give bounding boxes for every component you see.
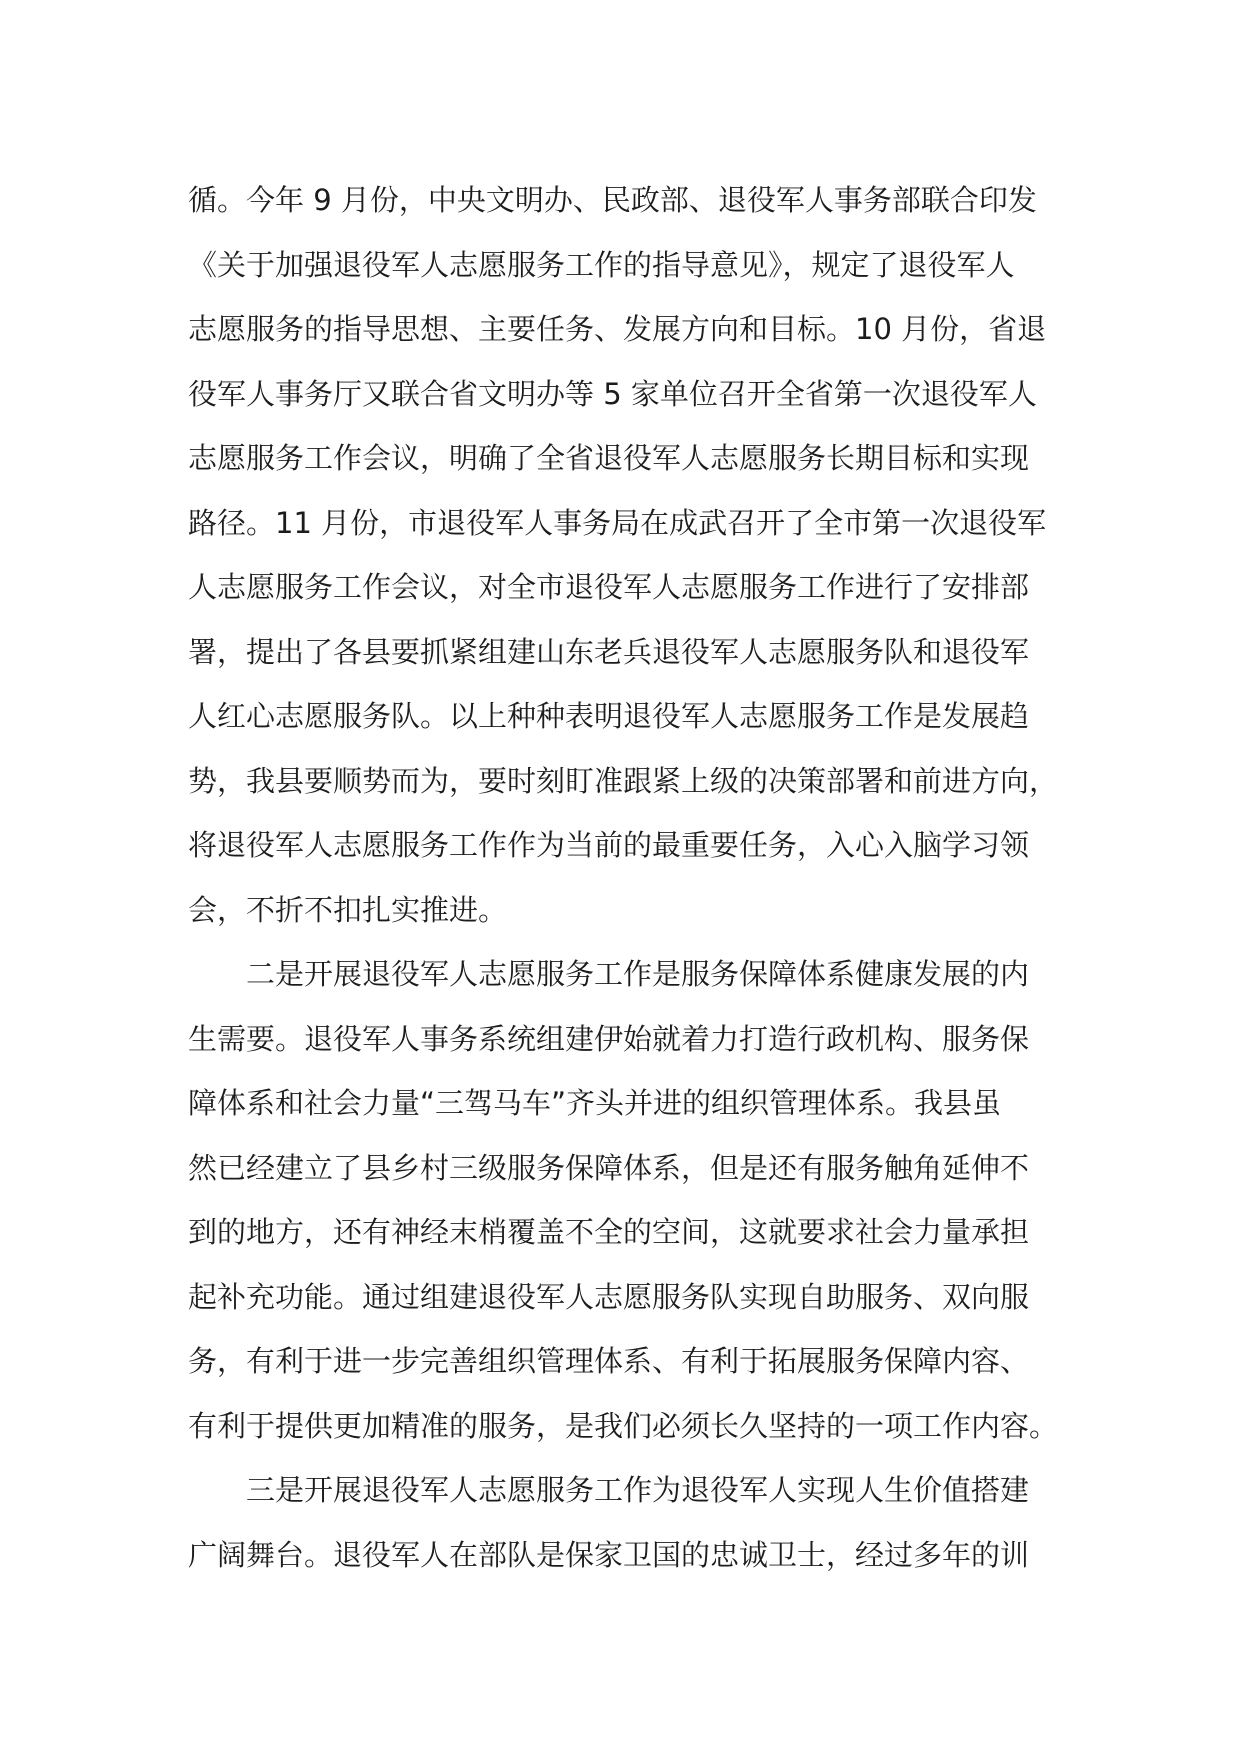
text-line: 生需要。退役军人事务系统组建伊始就着力打造行政机构、服务保 [188,1021,1030,1056]
text-line: 然已经建立了县乡村三级服务保障体系，但是还有服务触角延伸不 [188,1150,1030,1185]
text-line: 署，提出了各县要抓紧组建山东老兵退役军人志愿服务队和退役军 [188,634,1030,669]
text-line: 到的地方，还有神经末梢覆盖不全的空间，这就要求社会力量承担 [188,1215,1030,1249]
text-line: 将退役军人志愿服务工作作为当前的最重要任务，入心入脑学习领 [188,828,1030,862]
text-line: 人红心志愿服务队。以上种种表明退役军人志愿服务工作是发展趋 [188,699,1030,733]
text-line: 路径。11 月份，市退役军人事务局在成武召开了全市第一次退役军 [188,505,1047,540]
text-line: 障体系和社会力量“三驾马车”齐头并进的组织管理体系。我县虽 [188,1086,1002,1120]
text-line: 人志愿服务工作会议，对全市退役军人志愿服务工作进行了安排部 [188,570,1030,604]
paragraph-2 [188,942,1068,1458]
paragraph-1 [188,168,1068,942]
text-line: 《关于加强退役军人志愿服务工作的指导意见》，规定了退役军人 [188,247,1015,282]
text-line: 起补充功能。通过组建退役军人志愿服务队实现自助服务、双向服 [188,1279,1030,1314]
text-line: 循。今年 9 月份，中央文明办、民政部、退役军人事务部联合印发 [188,183,1037,217]
text-line: 志愿服务的指导思想、主要任务、发展方向和目标。10 月份，省退 [188,312,1047,346]
text-line: 广阔舞台。退役军人在部队是保家卫国的忠诚卫士，经过多年的训 [188,1537,1030,1572]
text-line: 志愿服务工作会议，明确了全省退役军人志愿服务长期目标和实现 [188,441,1030,475]
text-line: 有利于提供更加精准的服务，是我们必须长久坚持的一项工作内容。 [188,1408,1059,1443]
paragraph-3 [188,1458,1068,1587]
text-line: 会，不折不扣扎实推进。 [188,892,508,927]
text-line: 二是开展退役军人志愿服务工作是服务保障体系健康发展的内 [246,957,1030,991]
text-line: 三是开展退役军人志愿服务工作为退役军人实现人生价值搭建 [246,1473,1030,1507]
body-text [188,168,1068,1587]
text-line: 役军人事务厅又联合省文明办等 5 家单位召开全省第一次退役军人 [188,376,1037,411]
text-line: 势，我县要顺势而为，要时刻盯准跟紧上级的决策部署和前进方向， [188,763,1059,798]
text-line: 务，有利于进一步完善组织管理体系、有利于拓展服务保障内容、 [188,1344,1030,1378]
